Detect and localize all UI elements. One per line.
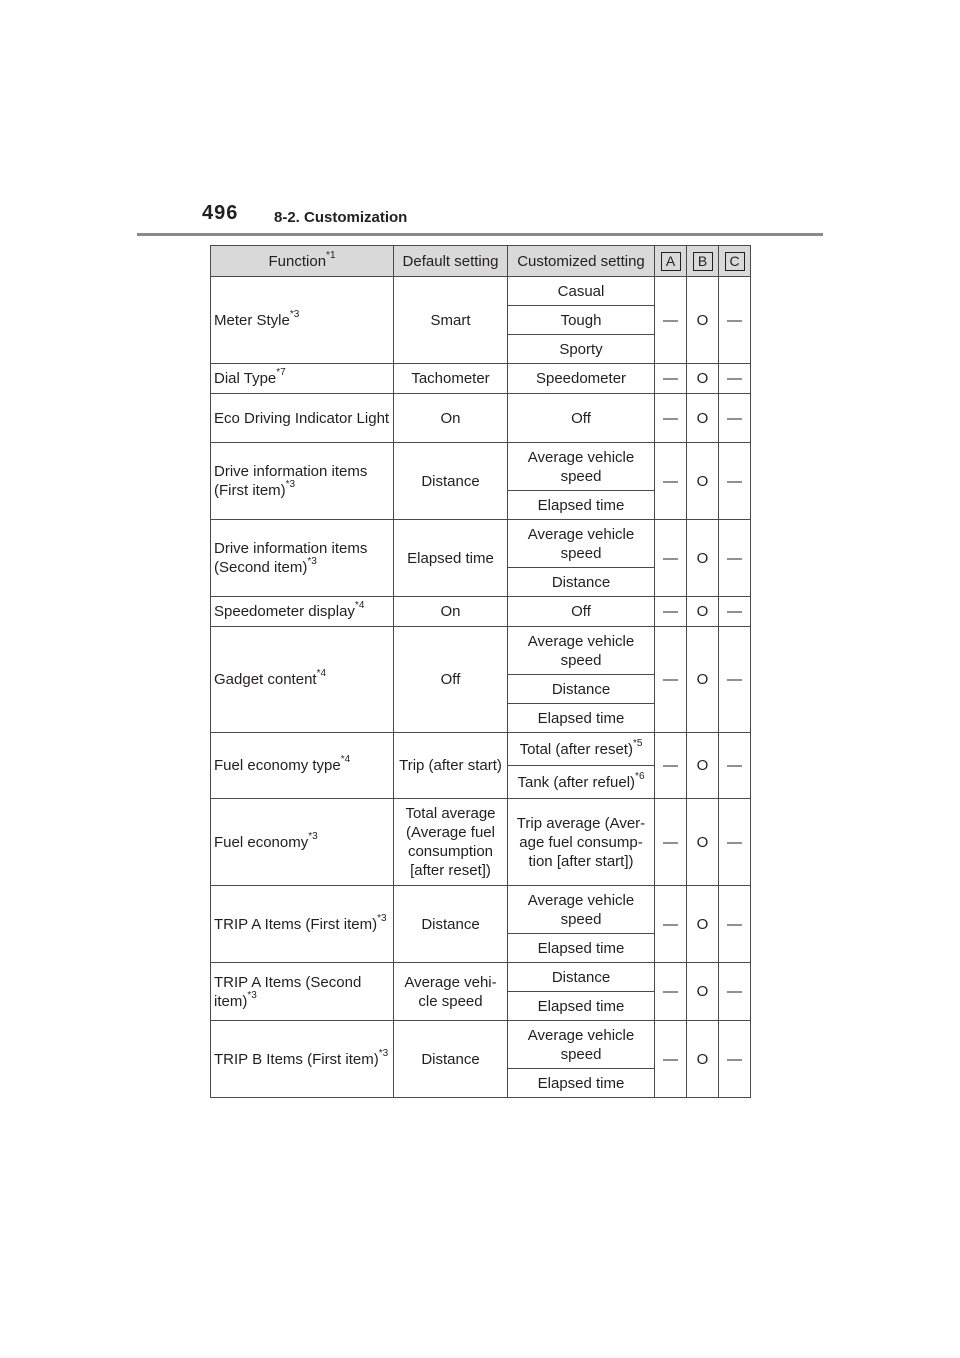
option-cell: Off: [508, 394, 655, 443]
option-cell: Average vehicle speed: [508, 886, 655, 934]
default-cell: On: [394, 597, 508, 627]
c-cell: —: [719, 1021, 751, 1098]
option-cell: Average vehicle speed: [508, 1021, 655, 1069]
a-cell: —: [655, 799, 687, 886]
option-cell: Elapsed time: [508, 992, 655, 1021]
option-cell: Elapsed time: [508, 934, 655, 963]
option-cell: Distance: [508, 963, 655, 992]
option-cell: Elapsed time: [508, 704, 655, 733]
c-cell: —: [719, 364, 751, 394]
default-cell: Average vehi-cle speed: [394, 963, 508, 1021]
a-cell: —: [655, 627, 687, 733]
option-cell: Average vehicle speed: [508, 443, 655, 491]
c-cell: —: [719, 394, 751, 443]
table-header-row: [211, 246, 751, 277]
a-cell: —: [655, 963, 687, 1021]
table-row: [211, 886, 751, 934]
function-cell: TRIP A Items (Second item)$^{*3}$: [211, 963, 394, 1021]
c-cell: —: [719, 733, 751, 799]
c-cell: —: [719, 963, 751, 1021]
c-cell: —: [719, 443, 751, 520]
label-b-box: B: [693, 252, 713, 271]
a-cell: —: [655, 597, 687, 627]
option-cell: Tough: [508, 306, 655, 335]
column-function: Function$^{*1}$: [211, 246, 394, 277]
default-cell: On: [394, 394, 508, 443]
default-cell: Trip (after start): [394, 733, 508, 799]
option-cell: Distance: [508, 675, 655, 704]
b-cell: O: [687, 364, 719, 394]
table-row: [211, 963, 751, 992]
default-cell: Distance: [394, 443, 508, 520]
c-cell: —: [719, 886, 751, 963]
column-b: [687, 246, 719, 277]
table-row: [211, 520, 751, 568]
b-cell: O: [687, 886, 719, 963]
a-cell: —: [655, 277, 687, 364]
function-cell: Eco Driving Indicator Light: [211, 394, 394, 443]
a-cell: —: [655, 443, 687, 520]
default-cell: Elapsed time: [394, 520, 508, 597]
a-cell: —: [655, 520, 687, 597]
a-cell: —: [655, 733, 687, 799]
c-cell: —: [719, 520, 751, 597]
customization-table: [210, 245, 751, 1098]
b-cell: O: [687, 627, 719, 733]
table-row: [211, 1021, 751, 1069]
default-cell: Distance: [394, 886, 508, 963]
option-cell: Tank (after refuel)$^{*6}$: [508, 766, 655, 799]
function-cell: Fuel economy type$^{*4}$: [211, 733, 394, 799]
table-row: [211, 394, 751, 443]
function-cell: TRIP A Items (First item)$^{*3}$: [211, 886, 394, 963]
option-cell: Casual: [508, 277, 655, 306]
page-header: [202, 202, 238, 225]
page-number: 496: [202, 202, 239, 224]
option-cell: Elapsed time: [508, 491, 655, 520]
option-cell: Elapsed time: [508, 1069, 655, 1098]
b-cell: O: [687, 597, 719, 627]
table-row: [211, 364, 751, 394]
b-cell: O: [687, 733, 719, 799]
function-cell: Speedometer display$^{*4}$: [211, 597, 394, 627]
function-cell: Drive information items (First item)$^{*3}$: [211, 443, 394, 520]
function-cell: Meter Style$^{*3}$: [211, 277, 394, 364]
table-row: [211, 627, 751, 675]
option-cell: Off: [508, 597, 655, 627]
option-cell: Distance: [508, 568, 655, 597]
table-row: [211, 277, 751, 306]
c-cell: —: [719, 627, 751, 733]
option-cell: Trip average (Aver-age fuel consump-tion [after start]): [508, 799, 655, 886]
function-cell: Fuel economy$^{*3}$: [211, 799, 394, 886]
b-cell: O: [687, 277, 719, 364]
default-cell: Total average (Average fuel consumption [after reset]): [394, 799, 508, 886]
table-row: [211, 733, 751, 766]
default-cell: Tachometer: [394, 364, 508, 394]
column-default-setting: Default setting: [394, 246, 508, 277]
column-c: [719, 246, 751, 277]
default-cell: Distance: [394, 1021, 508, 1098]
table-row: [211, 597, 751, 627]
c-cell: —: [719, 597, 751, 627]
function-cell: TRIP B Items (First item)$^{*3}$: [211, 1021, 394, 1098]
c-cell: —: [719, 799, 751, 886]
b-cell: O: [687, 394, 719, 443]
default-cell: Smart: [394, 277, 508, 364]
function-cell: Drive information items (Second item)$^{*3}$: [211, 520, 394, 597]
a-cell: —: [655, 394, 687, 443]
b-cell: O: [687, 1021, 719, 1098]
b-cell: O: [687, 520, 719, 597]
table-row: [211, 799, 751, 886]
option-cell: Average vehicle speed: [508, 627, 655, 675]
header-rule: [137, 233, 823, 236]
column-customized-setting: Customized setting: [508, 246, 655, 277]
section-title: 8-2. Customization: [274, 209, 408, 226]
a-cell: —: [655, 364, 687, 394]
function-cell: Gadget content$^{*4}$: [211, 627, 394, 733]
option-cell: Speedometer: [508, 364, 655, 394]
a-cell: —: [655, 886, 687, 963]
a-cell: —: [655, 1021, 687, 1098]
label-a-box: A: [661, 252, 681, 271]
option-cell: Sporty: [508, 335, 655, 364]
b-cell: O: [687, 963, 719, 1021]
option-cell: Average vehicle speed: [508, 520, 655, 568]
option-cell: Total (after reset)$^{*5}$: [508, 733, 655, 766]
table-row: [211, 443, 751, 491]
default-cell: Off: [394, 627, 508, 733]
b-cell: O: [687, 443, 719, 520]
c-cell: —: [719, 277, 751, 364]
function-cell: Dial Type$^{*7}$: [211, 364, 394, 394]
b-cell: O: [687, 799, 719, 886]
label-c-box: C: [725, 252, 745, 271]
column-a: [655, 246, 687, 277]
